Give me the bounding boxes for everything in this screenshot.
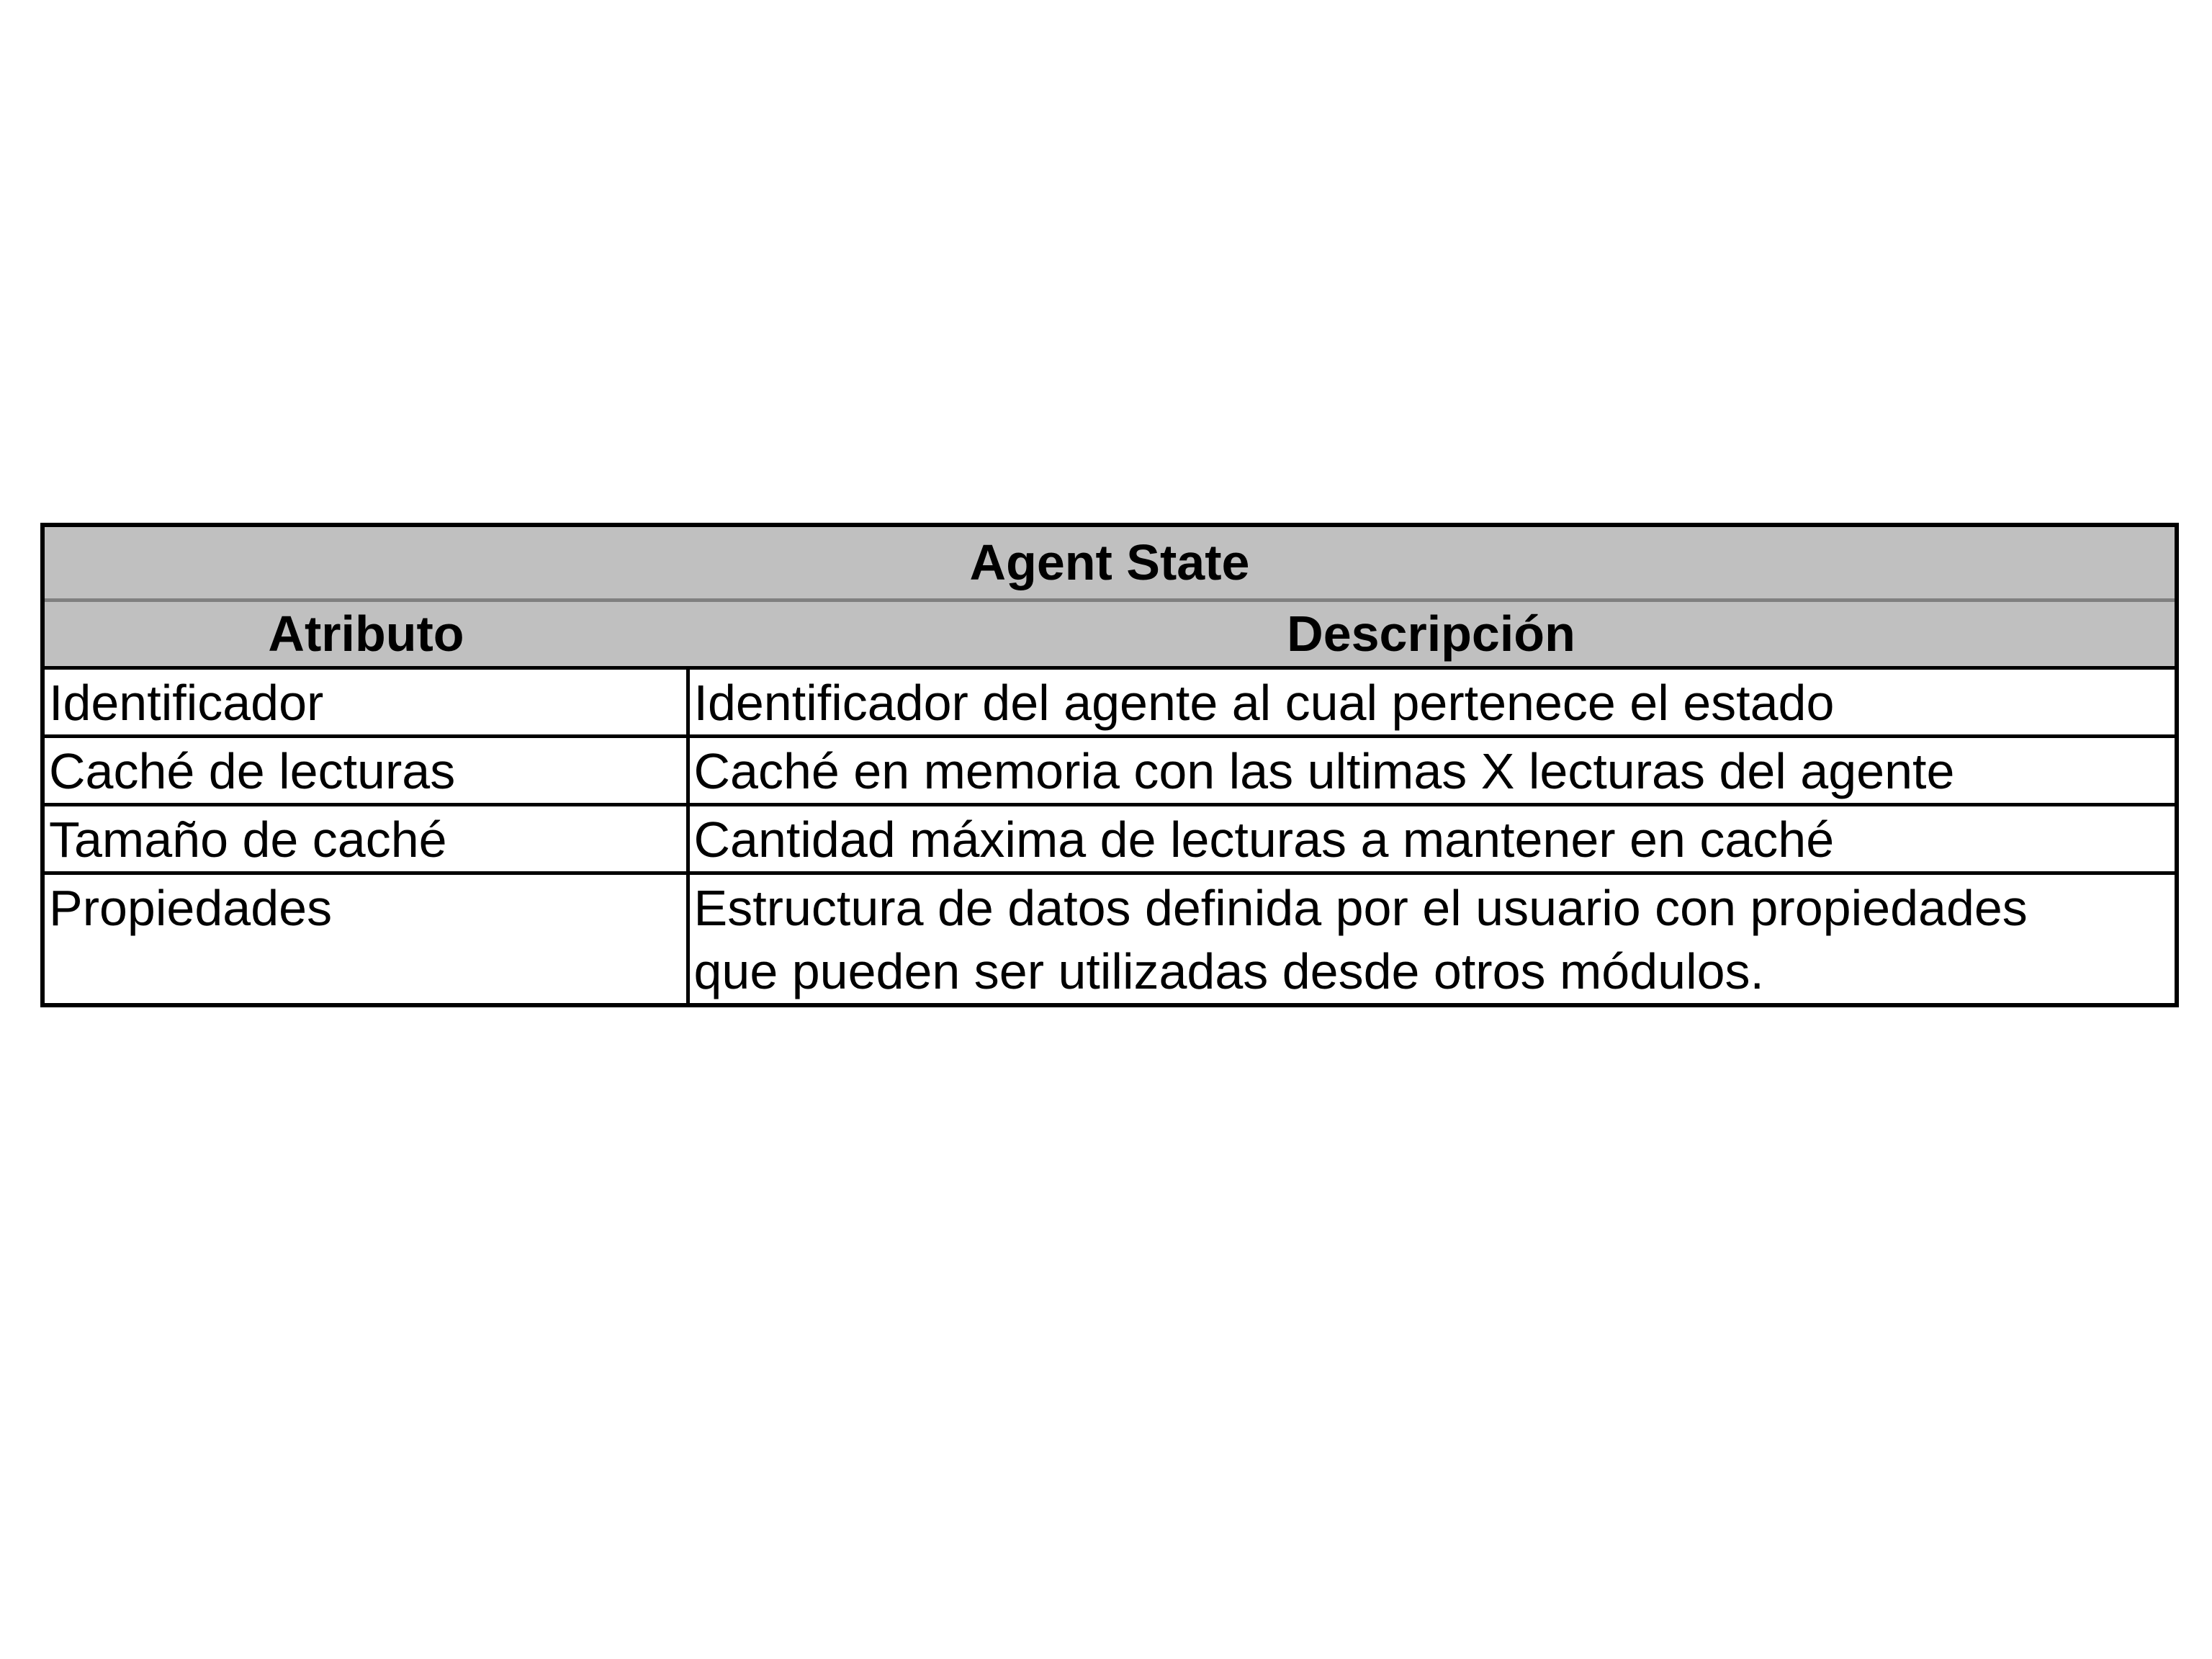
description-line: que pueden ser utilizadas desde otros módulos. [693,943,1765,999]
description-cell [688,873,2177,1005]
column-header-atributo: Atributo [42,600,688,667]
attribute-cell: Tamaño de caché [42,804,688,873]
table-title: Agent State [42,525,2177,600]
attribute-cell: Identificador [42,667,688,736]
table-row [42,804,2177,873]
table-row [42,736,2177,804]
description-line: Estructura de datos definida por el usuario con propiedades [693,879,2028,936]
table-row [42,667,2177,736]
table-header-row [42,600,2177,667]
description-cell: Identificador del agente al cual pertenece el estado [688,667,2177,736]
attribute-cell: Propiedades [42,873,688,1005]
agent-state-table [40,523,2179,1007]
table-title-row [42,525,2177,600]
column-header-descripcion: Descripción [688,600,2177,667]
attribute-cell: Caché de lecturas [42,736,688,804]
description-cell: Cantidad máxima de lecturas a mantener en caché [688,804,2177,873]
description-cell: Caché en memoria con las ultimas X lecturas del agente [688,736,2177,804]
table-row [42,873,2177,1005]
